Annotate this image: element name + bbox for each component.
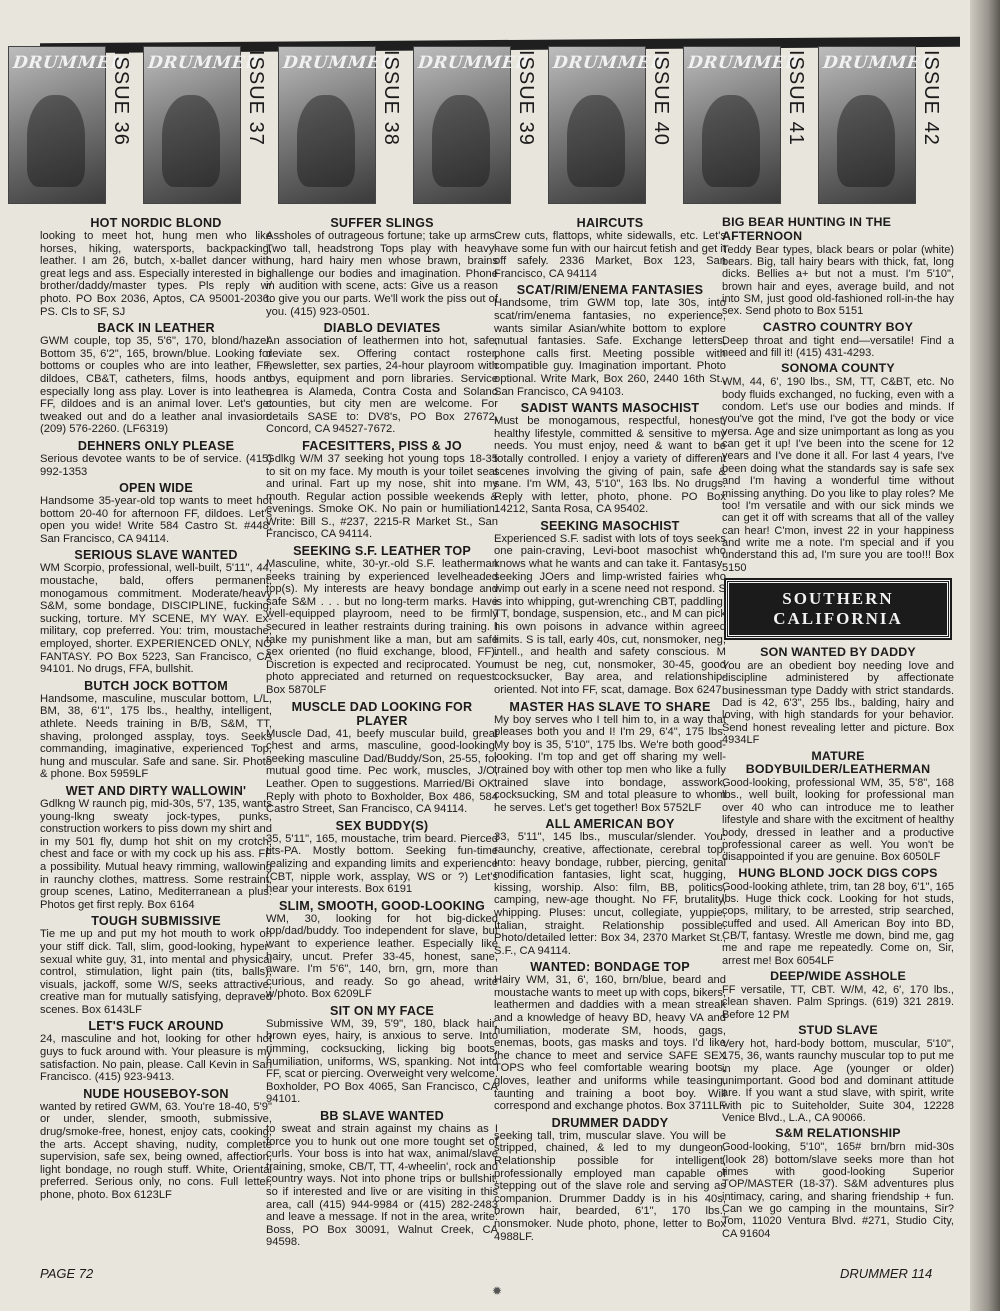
- classified-ad: [266, 544, 498, 697]
- ad-headline: SEEKING S.F. LEATHER TOP: [293, 544, 471, 559]
- ad-headline: OPEN WIDE: [119, 481, 193, 496]
- issue-label: ISSUE 42: [920, 50, 942, 146]
- ad-headline: BIG BEAR HUNTING IN THE AFTERNOON: [722, 215, 892, 243]
- ad-headline: BUTCH JOCK BOTTOM: [84, 678, 228, 693]
- classified-ad: [266, 700, 498, 816]
- ad-body: Must be monogamous, respectful, honest, healthy lifestyle, committed & sensitive to my needs. You must enjoy, need & want to be totally controlled. I enjoy a variety of different scenes involving the giving of pain, safe & sane. I'm WM, 43, 5'10", 163 lbs. No drugs. Reply with letter, photo, phone. PO Box 14212, Santa Rosa, CA 95402.: [494, 415, 726, 516]
- cover-masthead: DRUMMER: [11, 53, 126, 73]
- ad-body: An association of leathermen into hot, safe, deviate sex. Offering contact roster, newsletter, sex parties, 24-hour playroom with toys, equipment and porn libraries. Service area is Alameda, Contra Costa and Solano counties, but city men are welcome. For details SASE to: DV8's, PO Box 27672, Concord, CA 94527-7672.: [266, 335, 498, 436]
- ad-headline: DIABLO DEVIATES: [323, 321, 441, 336]
- cover-issue-36: [8, 46, 136, 206]
- ad-body: Assholes of outrageous fortune; take up arms. Two tall, headstrong Tops play with heavy-hung, hard hairy men whose brawn, brains challenge our bodies and imagination. Phone in audition with scene, acts: Give us a reason to give you our parts. We'll work the piss out of you. (415) 923-0501.: [266, 230, 498, 318]
- ad-headline: SEX BUDDY(S): [335, 818, 429, 833]
- classified-ad: [722, 1024, 954, 1124]
- ad-headline: SIT ON MY FACE: [329, 1003, 435, 1018]
- ad-headline: STUD SLAVE: [798, 1023, 878, 1038]
- ad-body: Good-looking athlete, trim, tan 28 boy, 6'1", 165 lbs. Huge thick cock. Looking for hot studs, cops, military, to be arrested, strip searched, cuffed and used. All American Boy into BD, CB/T, fantasy. Wrestle me down, bind me, gag me and rape me repeatedly. Come on, Sir, arrest me! Box 6054LF: [722, 880, 954, 967]
- ad-body: seeking tall, trim, muscular slave. You will be stripped, chained, & led to my dungeon. Relationship possible for intelligent, professionally employed man capable of stepping out of the slave role and serving as companion. Drummer Daddy is in his 40s, brown hair, bearded, 6'1", 170 lbs., nonsmoker. Nude photo, phone, letter to Box 4988LF.: [494, 1129, 726, 1243]
- cover-masthead: DRUMMER: [146, 53, 261, 73]
- ad-headline: SUFFER SLINGS: [330, 216, 434, 230]
- classified-ad: [40, 321, 272, 436]
- cover-issue-42: [818, 46, 946, 206]
- ad-body: Gdlkng W raunch pig, mid-30s, 5'7, 135, wants young-lkng sweaty jock-types, punks, construction workers to piss down my shirt and in my 501 fly, dump hot shit on my crotch, chest and face or with my cock up his ass. FF a possibility. Mutual heavy rimming, wallowing in raunchy clothes, mattress. Some restraint, group scenes, Latino, Mediterranean a plus. Photos get first reply. Box 6164: [40, 797, 272, 911]
- classified-ad: [266, 439, 498, 541]
- cover-masthead: DRUMMER: [821, 53, 936, 73]
- column-3: [494, 216, 726, 1246]
- ad-body: Gdlkg W/M 37 seeking hot young tops 18-35 to sit on my face. My mouth is your toilet seat and urinal. Fart up my nose, shit into my mouth. Regular action possible weekends & evenings. Smoke OK. No pain or humiliation. Write: Bill S., #237, 2215-R Market St., San Francisco, CA 94114.: [266, 452, 498, 541]
- ad-body: WM Scorpio, professional, well-built, 5'11", 44, moustache, bald, offers permanent, monogamous commitment. Moderate/heavy S&M, some bondage, DISCIPLINE, fucking, sucking, torture. MY SCENE, MY WAY. Ex-military, cop preferred. You: trim, moustache, employed, shorter. EXPERIENCED ONLY, NO FANTASY. PO Box 5223, San Francisco, CA 94101. No drugs, FFA, bullshit.: [40, 562, 272, 676]
- ad-headline: SADIST WANTS MASOCHIST: [520, 401, 700, 416]
- ad-headline: HUNG BLOND JOCK DIGS COPS: [738, 865, 938, 880]
- classified-ad: [266, 1004, 498, 1106]
- classified-ad: [494, 401, 726, 516]
- ad-body: My boy serves who I tell him to, in a way that pleases both you and I! I'm 29, 6'4", 175 lbs. My boy is 35, 5'10", 175 lbs. We're both good-looking. I'm top and get off sharing my well-trained boy with other top men who like a fully trained slave into bondage, asswork, cocksucking, SM and total pleasure to whom he serves. Let's get together! Box 5752LF: [494, 713, 726, 814]
- ad-headline: BB SLAVE WANTED: [320, 1109, 444, 1124]
- ad-headline: SERIOUS SLAVE WANTED: [74, 548, 238, 563]
- ad-body: 24, masculine and hot, looking for other hot guys to fuck around with. Your pleasure is my satisfaction. No pain, please. Call Kevin in San Francisco. (415) 923-9413.: [40, 1033, 272, 1084]
- ad-headline: DEHNERS ONLY PLEASE: [77, 438, 235, 453]
- ad-body: wanted by retired GWM, 63. You're 18-40, 5'9" or under, slender, smooth, submissive, drug/smoke-free, honest, enjoy cats, cooking, the arts. Accept shaving, nudity, complete supervision, safe sex, being owned, affection, light bondage, no rough stuff. White, Oriental preferred. Serious only, no cons. Full letter, phone, photo. Box 6123LF: [40, 1100, 272, 1201]
- ad-headline: CASTRO COUNTRY BOY: [762, 319, 914, 334]
- ad-headline: SEEKING MASOCHIST: [540, 518, 680, 533]
- ad-headline: MATURE BODYBUILDER/LEATHERMAN: [745, 748, 931, 777]
- ad-body: Tie me up and put my hot mouth to work on your stiff dick. Tall, slim, good-looking, hyper-sexual white guy, 31, into mental and physical control, stimulation, light pain (tits, balls), visuals, jackoff, some W/S, seeks attractive, creative man for mutually satisfying, depraved scenes. Box 6143LF: [40, 928, 272, 1016]
- cover-masthead: DRUMMER: [281, 53, 396, 73]
- ad-headline: BACK IN LEATHER: [97, 321, 215, 336]
- ad-body: GWM couple, top 35, 5'6", 170, blond/hazel. Bottom 35, 6'2", 165, brown/blue. Looking for bottoms or couples who are into leather, FF, dildoes, CB&T, catheters, films, hoods and especially long ass play. Lover is into leather, FF, dildoes and is an animal lover. Let's get tweaked out and do a leather anal invasion. (209) 576-2260. (LF6319): [40, 335, 272, 436]
- classified-ad: [40, 1087, 272, 1202]
- ad-headline: ALL AMERICAN BOY: [545, 817, 675, 832]
- classified-ad: [40, 1019, 272, 1083]
- cover-issue-38: [278, 46, 406, 206]
- ad-headline: WET AND DIRTY WALLOWIN': [65, 783, 247, 798]
- ad-body: Handsome, trim GWM top, late 30s, into scat/rim/enema fantasies, no experience, wants similar Asian/white bottom to explore mutual fantasies. Safe. Exchange letters, phone calls first. Meeting possible with compatible guy. Imagination important. Photo optional. Write Mark, Box 260, 2440 16th St., San Francisco, CA 94103.: [494, 297, 726, 398]
- classified-ad: [266, 216, 498, 318]
- ad-body: to sweat and strain against my chains as I force you to hunk out one more tought set of curls. Your boss is into hat wax, animal/slave training, smoke, CB/T, TT, 4-wheelin', rock and country ways. Not into phone trips or bullshit, so if interested and live or are visiting in this area, call (415) 944-9984 or (415) 282-2483 and leave a message. If not in the area, write: Boss, PO Box 30091, Walnut Creek, CA 94598.: [266, 1123, 498, 1249]
- classified-ad: [266, 899, 498, 1001]
- ad-body: Masculine, white, 30-yr.-old S.F. leatherman seeks training by experienced levelheaded top(s). My interests are heavy bondage and safe S&M . . . but no long-term marks. Have well-equipped playroom, need to be firmly secured in leather restraints during training. I take my punishment like a man, but am safe sex oriented (no fluid exchange, blood, FF). Discretion is expected and reciprocated. Your photo appreciated and returned on request. Box 5870LF: [266, 558, 498, 696]
- classified-ad: [494, 1116, 726, 1243]
- ad-body: WM, 30, looking for hot big-dicked top/dad/buddy. Too independent for slave, but want to experience leather. Especially like hairy, uncut. Prefer 33-45, honest, sane, aware. I'm 5'6", 140, brn, grn, more than curious, and ready. So go ahead, write w/photo. Box 6209LF: [266, 912, 498, 1001]
- ad-body: Handsome, masculine, muscular bottom, L/L, BM, 38, 6'1", 175 lbs., healthy, intelligent, athlete. Needs training in B/B, S&M, TT, shaving, prolonged assplay, toys. Seeks commanding, imaginative, experienced Top, hung and muscular. Safe and sane. Sir. Photo & phone. Box 5959LF: [40, 692, 272, 781]
- classified-ad: [266, 321, 498, 436]
- issue-footer: DRUMMER 114: [840, 1266, 933, 1281]
- issue-label: ISSUE 36: [110, 50, 132, 146]
- page-gutter: [970, 0, 1000, 1311]
- classified-ad: [722, 362, 954, 574]
- issue-label: ISSUE 40: [650, 50, 672, 146]
- classified-ad: [722, 970, 954, 1021]
- classified-ad: [266, 819, 498, 896]
- classified-ad: [40, 914, 272, 1016]
- cover-issue-39: [413, 46, 541, 206]
- column-4: [722, 216, 954, 1243]
- cover-masthead: DRUMMER: [686, 53, 801, 73]
- classified-ad: [266, 1109, 498, 1249]
- ad-headline: DEEP/WIDE ASSHOLE: [770, 969, 906, 984]
- ad-headline: DRUMMER DADDY: [551, 1115, 669, 1130]
- ad-headline: TOUGH SUBMISSIVE: [91, 914, 221, 929]
- classified-ad: [494, 960, 726, 1113]
- ad-headline: LET'S FUCK AROUND: [88, 1019, 224, 1034]
- ad-headline: FACESITTERS, PISS & JO: [302, 438, 462, 453]
- classified-ad: [494, 519, 726, 697]
- ad-body: You are an obedient boy needing love and discipline administered by affectionate businessman type Daddy with strict standards. Dad is 42, 6'3", 255 lbs., balding, hairy and loving, with high standards for your behavior. Send honest revealing letter and picture. Box 4934LF: [722, 659, 954, 747]
- classified-ad: [494, 700, 726, 815]
- ad-body: Hairy WM, 31, 6', 160, brn/blue, beard and moustache wants to meet up with cops, bikers, leathermen and daddies with a mean streak and a knowledge of heavy BD, heavy VA and humiliation, moderate SM, hoods, gags, enemas, boots, gas masks and toys. I'd like the chance to meet and service SAFE SEX TOPS who feel comfortable wearing boots, gloves, leather and uniforms while teasing, taunting and training a boot boy. Will correspond and exchange photos. Box 3711LF: [494, 974, 726, 1113]
- cover-issue-41: [683, 46, 811, 206]
- cover-issue-40: [548, 46, 676, 206]
- cover-masthead: DRUMMER: [416, 53, 531, 73]
- ad-body: Serious devotee wants to be of service. (415) 992-1353: [40, 452, 272, 478]
- classified-ad: [722, 216, 954, 318]
- classified-ad: [722, 867, 954, 967]
- ad-headline: HAIRCUTS: [576, 216, 644, 230]
- ad-body: Muscle Dad, 41, beefy muscular build, great chest and arms, masculine, good-looking, seeking masculine Dad/Buddy/Son, 25-55, for mutual good time. Pec work, muscles, J/O, Leather. Open to suggestions. Married/Bi OK. Reply with photo to Boxholder, Box 486, 584 Castro Street, San Francisco, CA 94114.: [266, 727, 498, 816]
- issue-label: ISSUE 41: [785, 50, 807, 146]
- classified-ad: [40, 481, 272, 545]
- ad-body: Good-looking, 5'10", 165# brn/brn mid-30s (look 28) bottom/slave seeks more than hot times with good-looking Superior TOP/MASTER (18-37). S&M adventures plus intimacy, caring, and sharing friendship + fun. Can we go camping in the mountains, Sir? Tom, 11020 Ventura Blvd. #271, Studio City, CA 91604: [722, 1141, 954, 1240]
- classified-ad: [494, 216, 726, 280]
- page-number: PAGE 72: [40, 1266, 94, 1281]
- classified-ad: [722, 750, 954, 864]
- ad-headline: WANTED: BONDAGE TOP: [530, 960, 690, 975]
- ad-body: 33, 5'11", 145 lbs., muscular/slender. You: raunchy, creative, affectionate, cerebral top. Into: heavy bondage, rubber, piercing, genital modification fantasies, light scat, hugging, kissing, worship. Also: film, BB, politics, camping, new-age thought. No FF, brutality, whipping. Pluses: uncut, collegiate, yuppie, Italian, straight. Relationship possible. Photo/detailed letter: Box 34, 2370 Market St., S.F., CA 94114.: [494, 831, 726, 957]
- classified-ad: [494, 817, 726, 957]
- ad-body: Very hot, hard-body bottom, muscular, 5'10", 175, 36, wants raunchy muscular top to put me in my place. Age (younger or older) unimportant. Good bod and dominant attitude are. If you want a stud slave, with spirit, write with pic to Suiteholder, Suite 304, 12228 Venice Blvd., L.A., CA 90066.: [722, 1037, 954, 1125]
- ad-headline: MUSCLE DAD LOOKING FOR PLAYER: [291, 699, 473, 728]
- ad-body: Good-looking, professional WM, 35, 5'8", 168 lbs., well built, looking for professional man over 40 who can introduce me to leather lifestyle and share with the excitment of healthy body, dressed in leather and a productive professional career as well. You won't be disappointed if you are genuine. Box 6050LF: [722, 777, 954, 864]
- classified-ad: [40, 439, 272, 478]
- classified-ad: [722, 646, 954, 746]
- classified-ad: [494, 283, 726, 398]
- classified-ad: [40, 216, 272, 318]
- ad-body: 35, 5'11", 165, moustache, trim beard. Pierced tits-PA. Mostly bottom. Seeking fun-time realizing and expanding limits and experience (CBT, nipple work, assplay, WS or ?) Let's hear your interests. Box 6191: [266, 832, 498, 896]
- cover-strip: [8, 46, 966, 216]
- ad-body: Experienced S.F. sadist with lots of toys seeks one pain-craving, Levi-boot masochist who knows what he wants and can take it. Fantasy-seeking JOers and limp-wristed fairies who wimp out early in a scene need not respond. S is into whipping, gut-wrenching CBT, paddling, TT, bondage, suspension, etc., and M can pick his own poisons in advance within agreed limits. S is tall, early 40s, cut, nonsmoker, neg, intell., and health and safety conscious. M must be neg, cut, nonsmoker, 30-45, good cocksucker, Bay area, and relationship-oriented. Not into FF, scat, damage. Box 6247: [494, 532, 726, 696]
- issue-label: ISSUE 38: [380, 50, 402, 146]
- ad-body: FF versatile, TT, CBT. W/M, 42, 6', 170 lbs., clean shaven. Palm Springs. (619) 321 2819. Before 12 PM: [722, 983, 954, 1021]
- ad-body: Handsome 35-year-old top wants to meet hot bottom 20-40 for afternoon FF, dildoes. Let's open you wide! Write 584 Castro St. #448, San Francisco, CA 94114.: [40, 495, 272, 545]
- classified-ad: [722, 321, 954, 360]
- ad-headline: SLIM, SMOOTH, GOOD-LOOKING: [279, 898, 485, 913]
- ad-body: Teddy Bear types, black bears or polar (white) bears. Big, tall hairy bears with thick, fat, long dicks. Bellies a+ but not a must. I'm 5'10", brown hair and eyes, average build, and not into SM, just good old-fashioned roll-in-the hay sex. Send photo to Box 5151: [722, 243, 954, 318]
- ad-headline: HOT NORDIC BLOND: [90, 216, 222, 230]
- ad-body: looking to meet hot, hung men who like horses, hiking, watersports, backpacking, leather. I am 26, butch, x-ballet dancer with great legs and ass. Especially interested in big brother/daddy/master types. Pls reply w/ photo. PO Box 2036, Aptos, CA 95001-2036. PS. Cls to SF, SJ: [40, 230, 272, 318]
- ad-headline: MASTER HAS SLAVE TO SHARE: [509, 699, 711, 714]
- classified-ad: [40, 548, 272, 675]
- ad-body: Deep throat and tight end—versatile! Find a need and fill it! (415) 431-4293.: [722, 334, 954, 359]
- classified-ad: [40, 679, 272, 781]
- ad-body: Submissive WM, 39, 5'9", 180, black hair, brown eyes, hairy, is anxious to serve. Into rimming, cocksucking, licking big boots, humiliation, uniforms, WS, spanking. Not into FF, scat or piercing. Overweight very welcome. Boxholder, PO Box 4065, San Francisco, CA 94101.: [266, 1017, 498, 1106]
- column-1: [40, 216, 272, 1205]
- ad-headline: S&M RELATIONSHIP: [775, 1126, 901, 1141]
- region-header: SOUTHERN CALIFORNIA: [726, 580, 950, 638]
- folio-mark: ✹: [492, 1284, 503, 1298]
- classified-ad: [722, 1127, 954, 1240]
- column-2: [266, 216, 498, 1252]
- classified-ad: [40, 784, 272, 911]
- ad-headline: SON WANTED BY DADDY: [760, 645, 916, 660]
- ad-headline: SONOMA COUNTY: [781, 361, 895, 376]
- cover-issue-37: [143, 46, 271, 206]
- ad-body: Crew cuts, flattops, white sidewalls, etc. Let's have some fun with our haircut fetish and get it off safely. 2336 Market, Box 123, San Francisco, CA 94114: [494, 230, 726, 280]
- ad-body: WM, 44, 6', 190 lbs., SM, TT, C&BT, etc. No body fluids exchanged, no fucking, even with a condom. Let's use our bodies and minds. If you've got the mind, I've got the body or vice versa. Age and size unimportant as long as you can get it up! I've been into the scene for 12 years and I've done it all. For last 4 years, I've been doing what the standards say is safe sex and I'm having a wonderful time without missing anything. Do you like to play roles? Me too! I'm versatile and with our sick minds we can get it off with screams that all of the valley can hear! C'mon, invest 22 in your happiness and write me a note. I'm special and if you understand this ad, I'm sure you are too!!! Box 5150: [722, 376, 954, 574]
- cover-masthead: DRUMMER: [551, 53, 666, 73]
- ad-headline: SCAT/RIM/ENEMA FANTASIES: [516, 283, 704, 298]
- ad-headline: NUDE HOUSEBOY-SON: [83, 1086, 229, 1101]
- issue-label: ISSUE 39: [515, 50, 537, 146]
- issue-label: ISSUE 37: [245, 50, 267, 146]
